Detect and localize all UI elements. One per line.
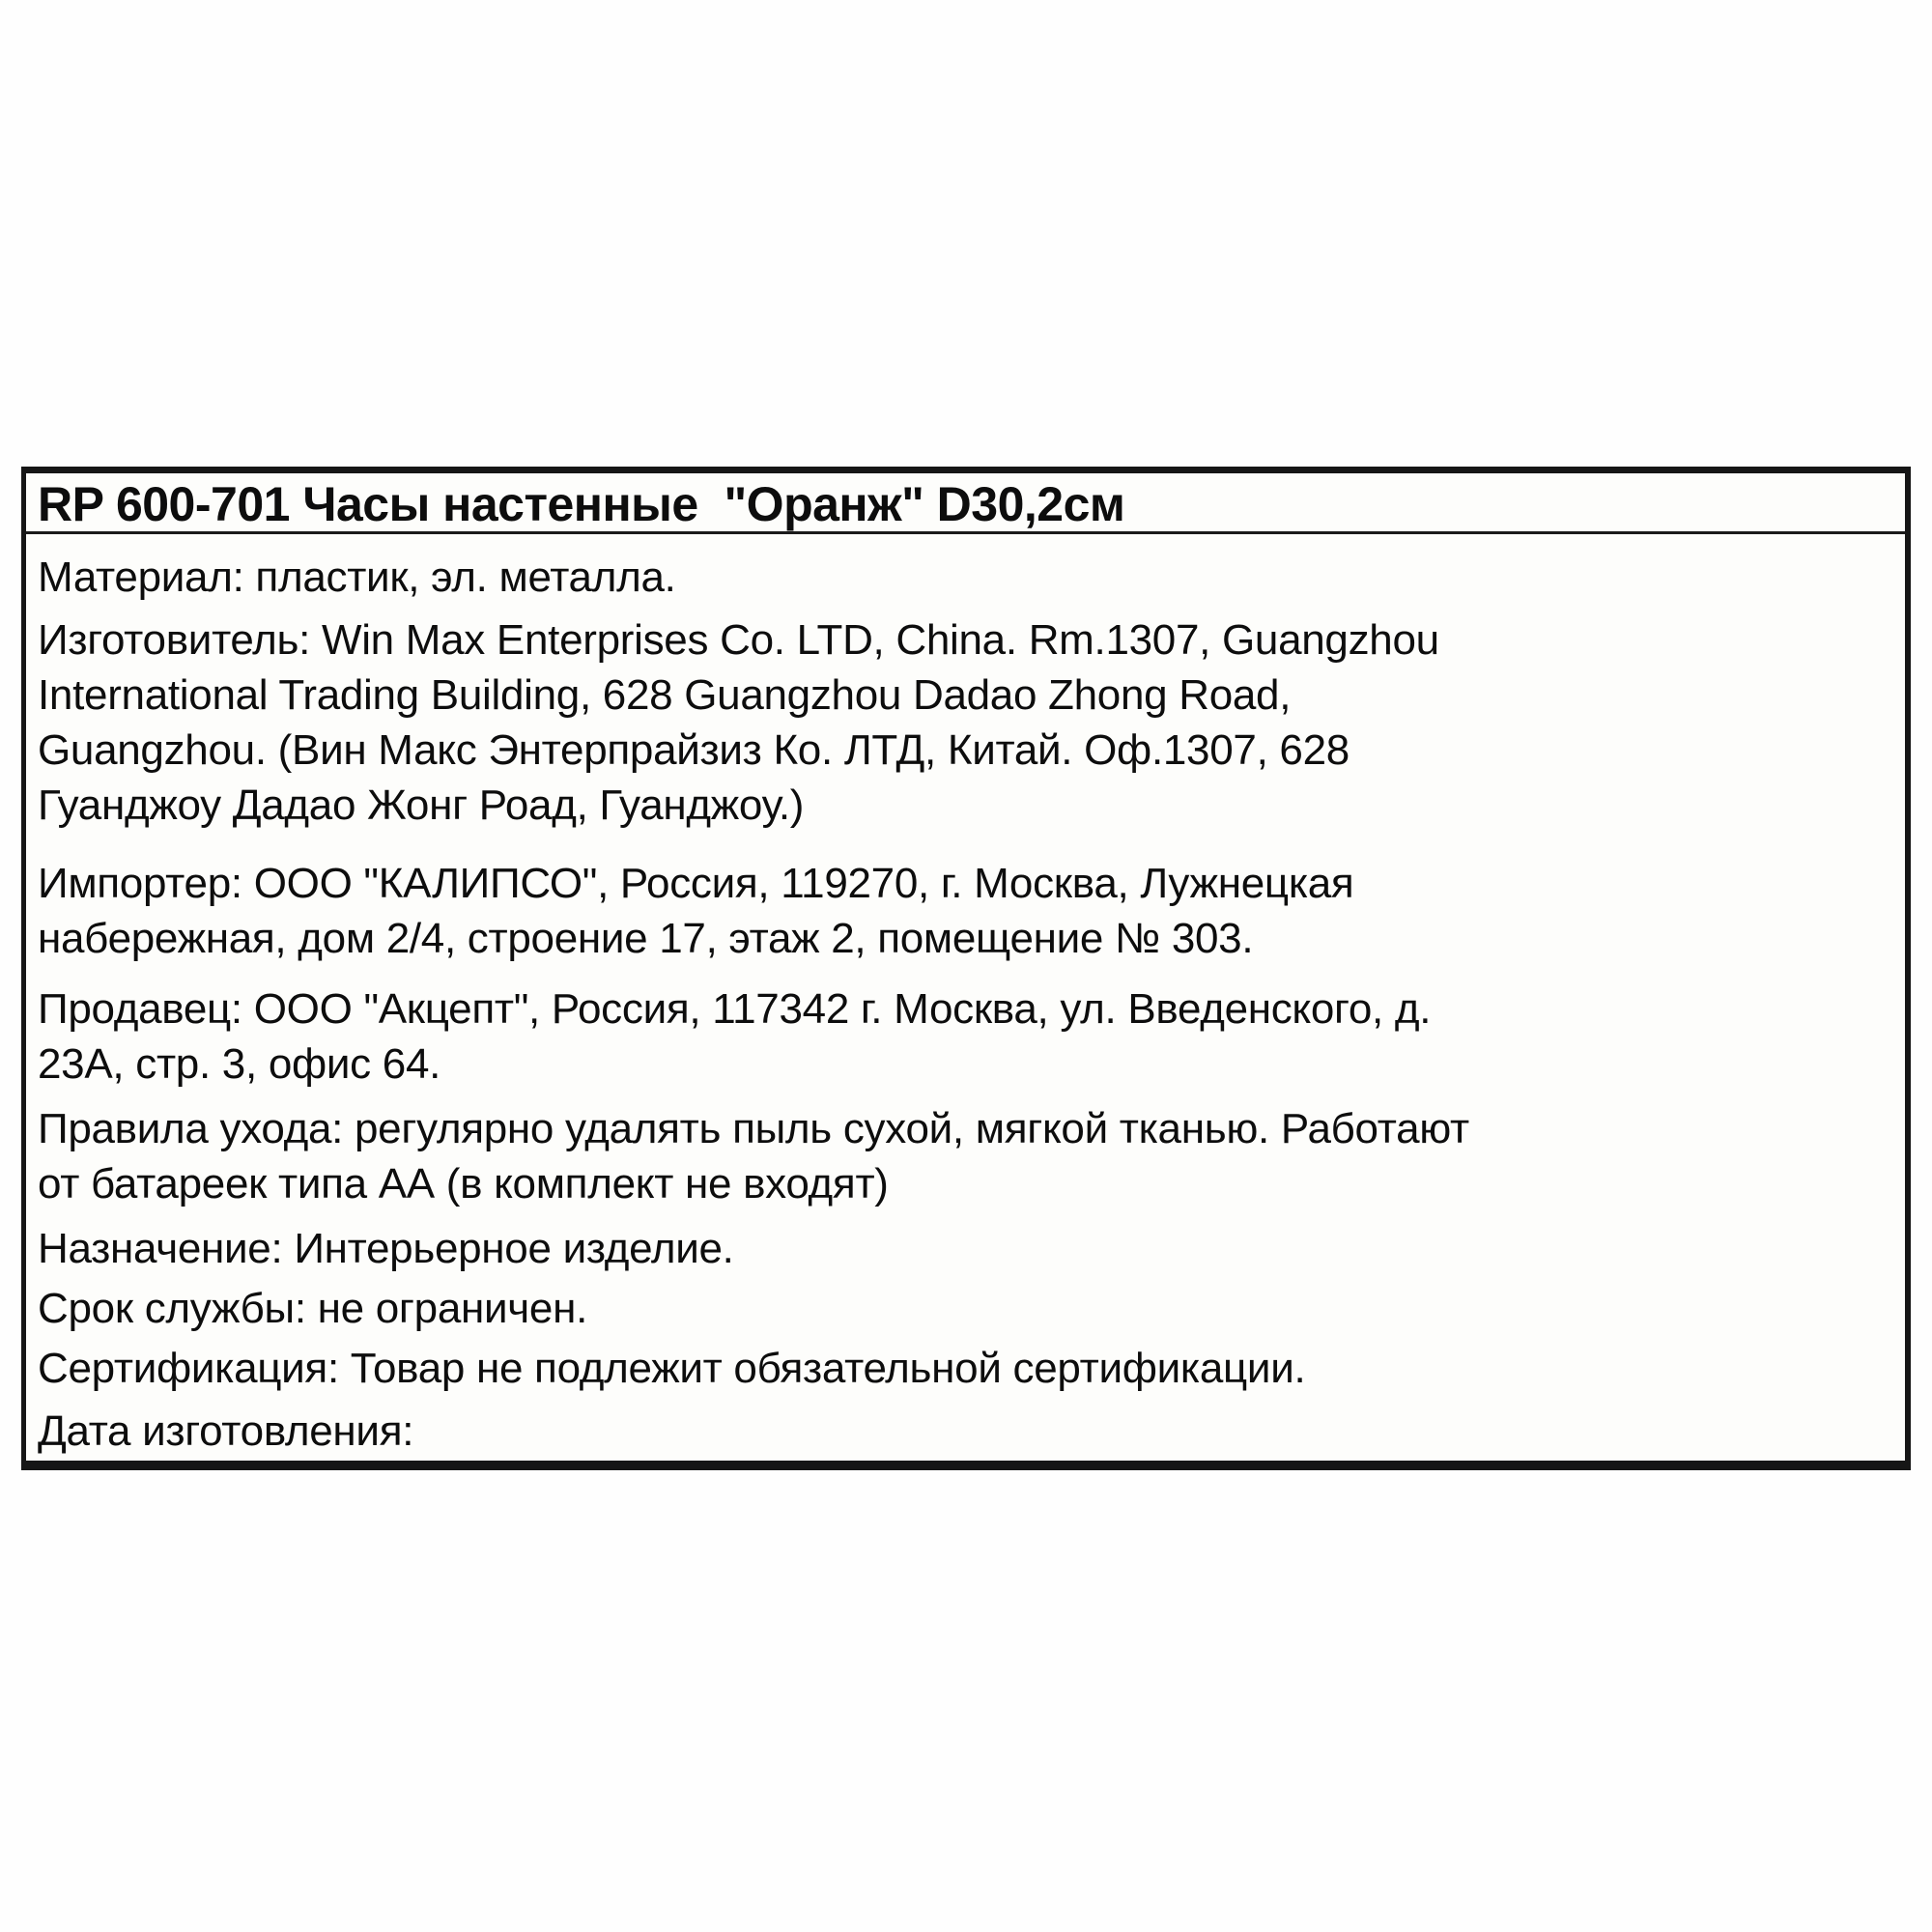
purpose-line: Назначение: Интерьерное изделие. — [38, 1225, 734, 1272]
material-line: Материал: пластик, эл. металла. — [38, 554, 676, 601]
service-life-line: Срок службы: не ограничен. — [38, 1285, 588, 1332]
importer-line: Импортер: ООО "КАЛИПСО", Россия, 119270, г. Москва, Лужнецкая набережная, дом 2/4, строение 17, этаж 2, помещение № 303. — [38, 860, 1354, 962]
production-date-line: Дата изготовления: — [38, 1407, 414, 1455]
product-info-label — [21, 467, 1911, 1470]
manufacturer-line: Изготовитель: Win Max Enterprises Co. LTD, China. Rm.1307, Guangzhou International Trading Building, 628 Guangzhou Dadao Zhong Road, Guangzhou. (Вин Макс Энтерпрайзиз Ко. ЛТД, Китай. Оф.1307, 628 Гуанджоу Дадао Жонг Роад, Гуанджоу.) — [38, 616, 1439, 829]
care-instructions-line: Правила ухода: регулярно удалять пыль сухой, мягкой тканью. Работают от батареек типа АА (в комплект не входят) — [38, 1105, 1469, 1208]
seller-line: Продавец: ООО "Акцепт", Россия, 117342 г. Москва, ул. Введенского, д. 23А, стр. 3, офис 64. — [38, 985, 1432, 1088]
product-title: RP 600-701 Часы настенные "Оранж" D30,2см — [26, 479, 1905, 534]
certification-line: Сертификация: Товар не подлежит обязательной сертификации. — [38, 1345, 1306, 1392]
